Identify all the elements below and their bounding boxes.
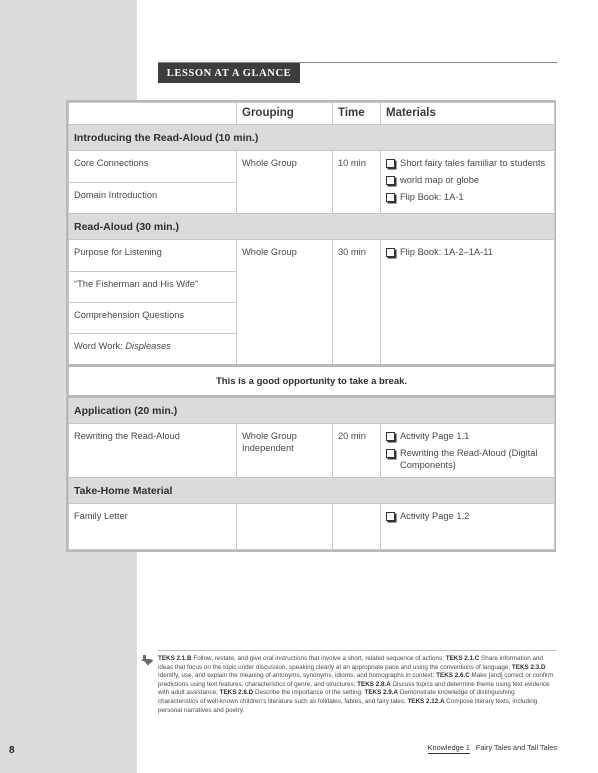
- activity-cell: “The Fisherman and His Wife”: [69, 271, 236, 302]
- section-row: [69, 478, 555, 504]
- checkbox-icon: [386, 248, 395, 257]
- section-title: Application (20 min.): [69, 397, 555, 424]
- lesson-glance-table: [66, 100, 556, 552]
- section-title: Introducing the Read-Aloud (10 min.): [69, 125, 555, 151]
- table-row: [69, 240, 555, 366]
- checkbox-icon: [386, 432, 395, 441]
- break-note: This is a good opportunity to take a break.: [69, 366, 555, 397]
- checkbox-icon: [386, 159, 395, 168]
- break-row: [69, 366, 555, 397]
- footer-unit: Knowledge 1: [427, 743, 470, 752]
- list-item: Activity Page 1.2: [386, 510, 549, 522]
- col-header-materials: Materials: [381, 103, 555, 125]
- activity-cell: Purpose for Listening: [74, 247, 162, 257]
- table-row: [69, 504, 555, 550]
- list-item: Short fairy tales familiar to students: [386, 157, 549, 169]
- list-item: Flip Book: 1A-1: [386, 191, 549, 203]
- word-work-term: Displeases: [125, 341, 171, 351]
- section-row: [69, 214, 555, 240]
- grouping-cell: Whole Group: [242, 158, 297, 168]
- materials-list: [381, 424, 554, 471]
- time-cell: 20 min: [338, 431, 366, 441]
- table-row: [69, 151, 555, 214]
- section-row: [69, 125, 555, 151]
- list-item: Flip Book: 1A-2–1A-11: [386, 246, 549, 258]
- activity-cell-word-work: Word Work: Displeases: [69, 333, 236, 364]
- page-number: 8: [9, 745, 15, 756]
- table-row: [69, 424, 555, 478]
- time-cell: [333, 504, 380, 510]
- col-header-grouping: Grouping: [237, 103, 333, 125]
- list-item: Rewriting the Read-Aloud (Digital Components): [386, 447, 549, 471]
- time-cell: 10 min: [338, 158, 366, 168]
- time-cell: 30 min: [338, 247, 366, 257]
- footer-title: Fairy Tales and Tall Tales: [475, 743, 557, 752]
- section-title: Read-Aloud (30 min.): [69, 214, 555, 240]
- checkbox-icon: [386, 449, 395, 458]
- list-item: world map or globe: [386, 174, 549, 186]
- activity-cell: Domain Introduction: [69, 182, 236, 213]
- page-footer: [428, 743, 557, 754]
- grouping-cell: Whole Group: [242, 247, 297, 257]
- activity-cell: Rewriting the Read-Aloud: [74, 431, 180, 441]
- checkbox-icon: [386, 512, 395, 521]
- col-header-activity: [69, 103, 237, 125]
- activity-cell: Comprehension Questions: [69, 302, 236, 333]
- col-header-time: Time: [333, 103, 381, 125]
- checkbox-icon: [386, 176, 395, 185]
- glance-table-grid: [68, 102, 555, 550]
- teks-standards-note: TEKS 2.1.B Follow, restate, and give oral instructions that involve a short, related sequence of actions; TEKS 2.1.C Share information and ideas that focus on the topic under discussion, speaking clearly at an appropriate pace and using the conventions of language; TEKS 2.3.D Identify, use, and explain the meaning of antonyms, synonyms, idioms, and homographs in context; TEKS 2.6.C Make [and] correct or confirm predictions using text features, characteristics of genre, and structures; TEKS 2.8.A Discuss topics and determine theme using text evidence with adult assistance; TEKS 2.8.D Describe the importance of the setting; TEKS 2.9.A Demonstrate knowledge of distinguishing characteristics of well-known children’s literature such as folktales, fables, and fairy tales; TEKS 2.12.A Compose literary texts, including personal narratives and poetry.: [158, 650, 556, 715]
- lesson-at-a-glance-header: LESSON AT A GLANCE: [158, 63, 300, 83]
- grouping-cell: [237, 504, 332, 510]
- list-item: Activity Page 1.1: [386, 430, 549, 442]
- activity-cell: Family Letter: [74, 511, 128, 521]
- table-header-row: [69, 103, 555, 125]
- grouping-cell: Whole Group Independent: [242, 431, 297, 453]
- section-title: Take-Home Material: [69, 478, 555, 504]
- materials-list: [381, 240, 554, 258]
- materials-list: [381, 504, 554, 522]
- activity-cell: Core Connections: [74, 158, 149, 168]
- section-row: [69, 397, 555, 424]
- materials-list: [381, 151, 554, 203]
- checkbox-icon: [386, 193, 395, 202]
- texas-state-icon: [141, 655, 154, 666]
